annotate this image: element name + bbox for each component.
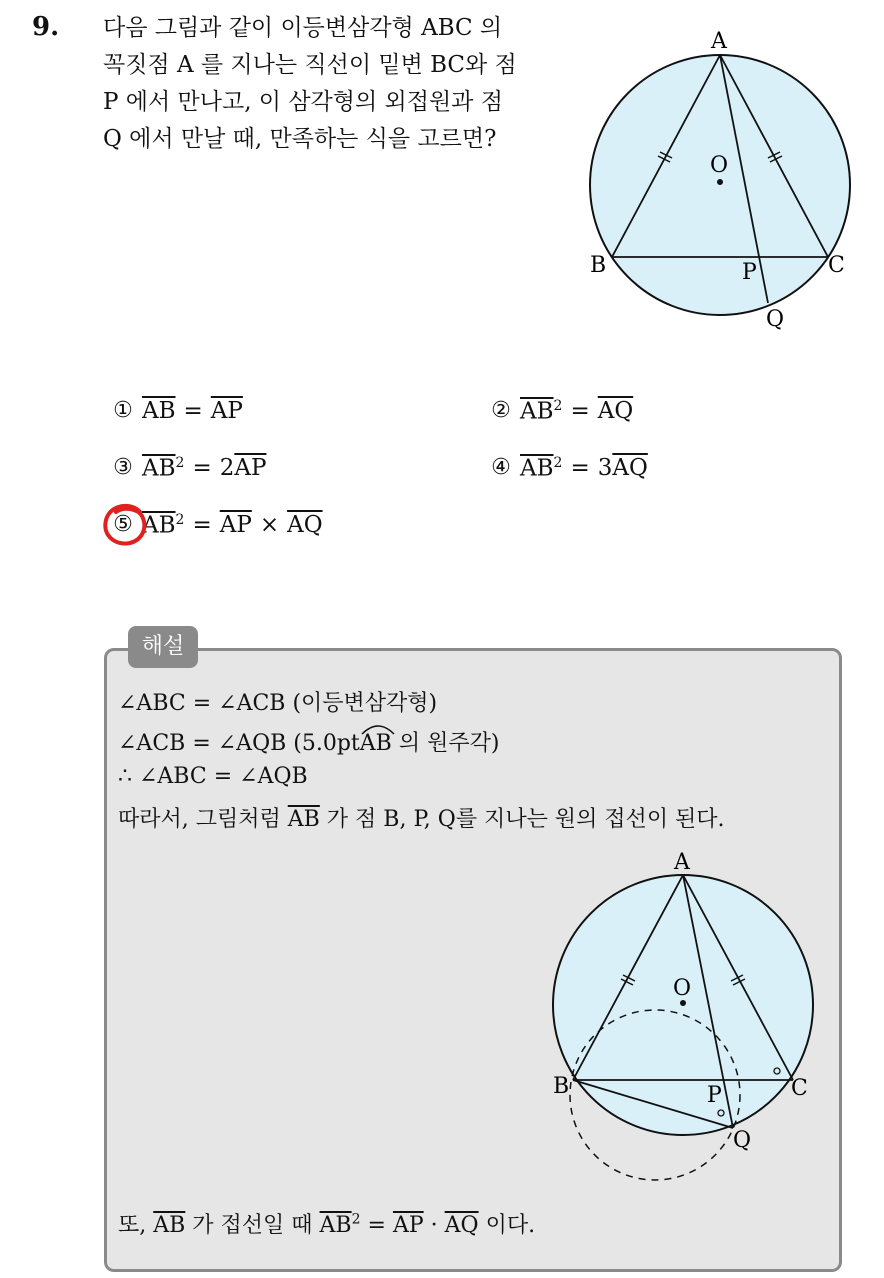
choice-lhs-sup: 2: [553, 455, 563, 471]
choice-rhs: $\overline{AP}$: [219, 512, 252, 539]
choice-number: ②: [491, 398, 511, 424]
choice-eq: =: [183, 398, 203, 424]
figure-circle-triangle: [570, 20, 870, 340]
choice-number: ①: [113, 398, 133, 423]
label-q: Q: [766, 307, 785, 332]
last-post: 이다.: [478, 1213, 536, 1238]
choice-2[interactable]: [490, 398, 633, 425]
choice-rhs-group: [598, 455, 648, 481]
choice-op: ×: [259, 512, 280, 539]
choice-eq: =: [570, 455, 590, 482]
label-c: C: [828, 253, 845, 278]
figure-tangent-circle: [545, 845, 835, 1195]
choice-rhs: $\overline{AP}$: [210, 398, 243, 424]
question-line: P 에서 만나고, 이 삼각형의 외접원과 점: [103, 89, 503, 115]
segment-ab: $\overline{AB}$: [287, 807, 320, 832]
choice-rhs: $\overline{AP}$: [234, 455, 267, 482]
solution-line-4: [118, 802, 725, 833]
question-number: 9.: [32, 12, 60, 42]
choice-eq: =: [570, 398, 590, 425]
solution-line-3: ∴ ∠ABC = ∠AQB: [118, 764, 308, 789]
choice-lhs-sup: 2: [175, 455, 185, 471]
question-text: [103, 10, 573, 158]
choice-lhs-sup: 2: [175, 512, 185, 528]
label-a: A: [711, 29, 727, 54]
question-line: 다음 그림과 같이 이등변삼각형 ABC 의: [103, 15, 503, 41]
choice-lhs-group: [520, 398, 562, 425]
solution-last-line: [118, 1208, 535, 1239]
label-b: B: [553, 1074, 570, 1099]
arc-ab: [360, 731, 392, 756]
question-line: 꼭짓점 A 를 지나는 직선이 밑변 BC와 점: [103, 52, 517, 78]
label-p: P: [742, 260, 757, 285]
label-a: A: [674, 850, 690, 875]
solution-line-4-pre: 따라서, 그림처럼: [118, 807, 288, 832]
last-eq: =: [360, 1213, 393, 1238]
choice-lhs: $\overline{AB}$: [520, 398, 554, 425]
label-q: Q: [733, 1128, 752, 1153]
choice-number: ④: [491, 455, 511, 481]
choice-lhs-sup: 2: [553, 398, 563, 414]
question-line: Q 에서 만날 때, 만족하는 식을 고르면?: [103, 126, 497, 152]
label-o: O: [673, 976, 692, 1001]
solution-line-4-post: 가 점 B, P, Q를 지나는 원의 접선이 된다.: [319, 807, 725, 832]
choice-coef: 3: [597, 455, 613, 482]
label-c: C: [791, 1076, 808, 1101]
choice-lhs: $\overline{AB}$: [142, 455, 176, 482]
choice-coef: 2: [219, 455, 235, 482]
solution-line-2: [118, 726, 499, 757]
label-p: P: [707, 1083, 722, 1108]
last-dot: ·: [423, 1213, 445, 1238]
center-point: [717, 179, 723, 185]
segment-ap: $\overline{AP}$: [392, 1213, 424, 1238]
choice-lhs: $\overline{AB}$: [520, 455, 554, 482]
choice-eq: =: [192, 512, 212, 539]
choice-lhs: $\overline{AB}$: [142, 398, 176, 424]
choice-rhs: $\overline{AQ}$: [597, 398, 634, 425]
arc-ab-label: AB: [359, 731, 392, 756]
label-o: O: [710, 153, 729, 178]
choice-4[interactable]: [490, 455, 648, 482]
solution-line-2-pre: ∠ACB = ∠AQB (5.0pt: [118, 731, 360, 756]
answer-mark-icon: [100, 500, 152, 550]
solution-badge: 해설: [128, 626, 198, 668]
choice-lhs-group: [142, 455, 184, 482]
choice-lhs-group: [520, 455, 562, 482]
segment-ab: $\overline{AB}$: [319, 1213, 352, 1238]
choice-lhs: $\overline{AB}$: [142, 512, 176, 539]
choice-1[interactable]: [112, 398, 243, 424]
solution-line-1: ∠ABC = ∠ACB (이등변삼각형): [118, 691, 438, 716]
solution-line-2-post: 의 원주각): [391, 731, 500, 756]
choice-3[interactable]: [112, 455, 266, 482]
last-sup: 2: [351, 1211, 361, 1228]
segment-aq: $\overline{AQ}$: [444, 1213, 479, 1238]
choice-rhs-group: [220, 455, 267, 481]
choice-eq: =: [192, 455, 212, 482]
choice-number: ③: [113, 455, 133, 481]
last-mid: 가 접선일 때: [185, 1213, 320, 1238]
last-pre: 또,: [118, 1213, 154, 1238]
choice-rhs2: $\overline{AQ}$: [287, 512, 323, 539]
arc-symbol-icon: [360, 721, 396, 735]
choice-number: ⑤: [113, 512, 133, 538]
choice-rhs: $\overline{AQ}$: [612, 455, 648, 482]
label-b: B: [590, 253, 607, 278]
segment-ab: $\overline{AB}$: [153, 1213, 186, 1238]
